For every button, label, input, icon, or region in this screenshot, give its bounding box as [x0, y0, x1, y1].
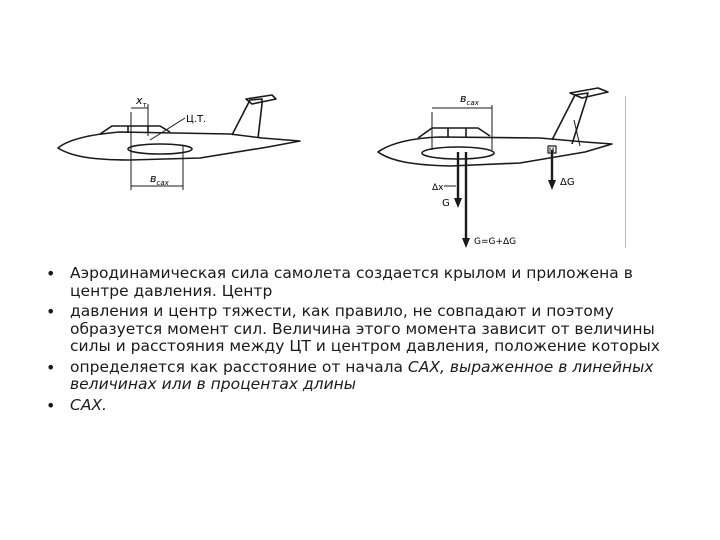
bullet-item: • давления и центр тяжести, как правило, не совпадают и поэтому образуется момент сил. Величина этого момента зависит от величины силы и расстояния между ЦТ и центром давления, положение которых — [40, 303, 680, 356]
left-xt-label: $x_т$ — [136, 94, 147, 109]
bullet-item: • САХ. — [40, 397, 680, 415]
right-g-label: G — [442, 198, 450, 209]
left-bsax-label: $в_{сах}$ — [150, 172, 169, 187]
aircraft-diagrams — [0, 0, 720, 260]
left-fuselage — [58, 132, 300, 160]
right-m-label: M — [549, 147, 555, 154]
right-aircraft — [378, 88, 612, 240]
bullet-item: • Аэродинамическая сила самолета создается крылом и приложена в центре давления. Центр — [40, 265, 680, 300]
left-aircraft — [58, 95, 300, 190]
right-fuselage — [378, 137, 612, 166]
right-stabilizer — [570, 88, 608, 98]
bullet-list — [40, 265, 680, 417]
left-wing — [128, 144, 192, 154]
bullet-item: • определяется как расстояние от начала САХ, выраженное в линейных величинах или в процентах длины — [40, 359, 680, 394]
right-dg-label: ΔG — [560, 177, 575, 188]
right-tail-fin — [552, 93, 588, 144]
left-tail-fin — [232, 99, 262, 138]
red-rule — [625, 96, 626, 248]
left-ct-label: Ц.Т. — [186, 114, 207, 125]
right-gsum-label: G=G+ΔG — [474, 237, 517, 247]
right-bsax-label: $в_{сах}$ — [460, 92, 479, 107]
right-dx-label: Δx — [432, 183, 444, 193]
